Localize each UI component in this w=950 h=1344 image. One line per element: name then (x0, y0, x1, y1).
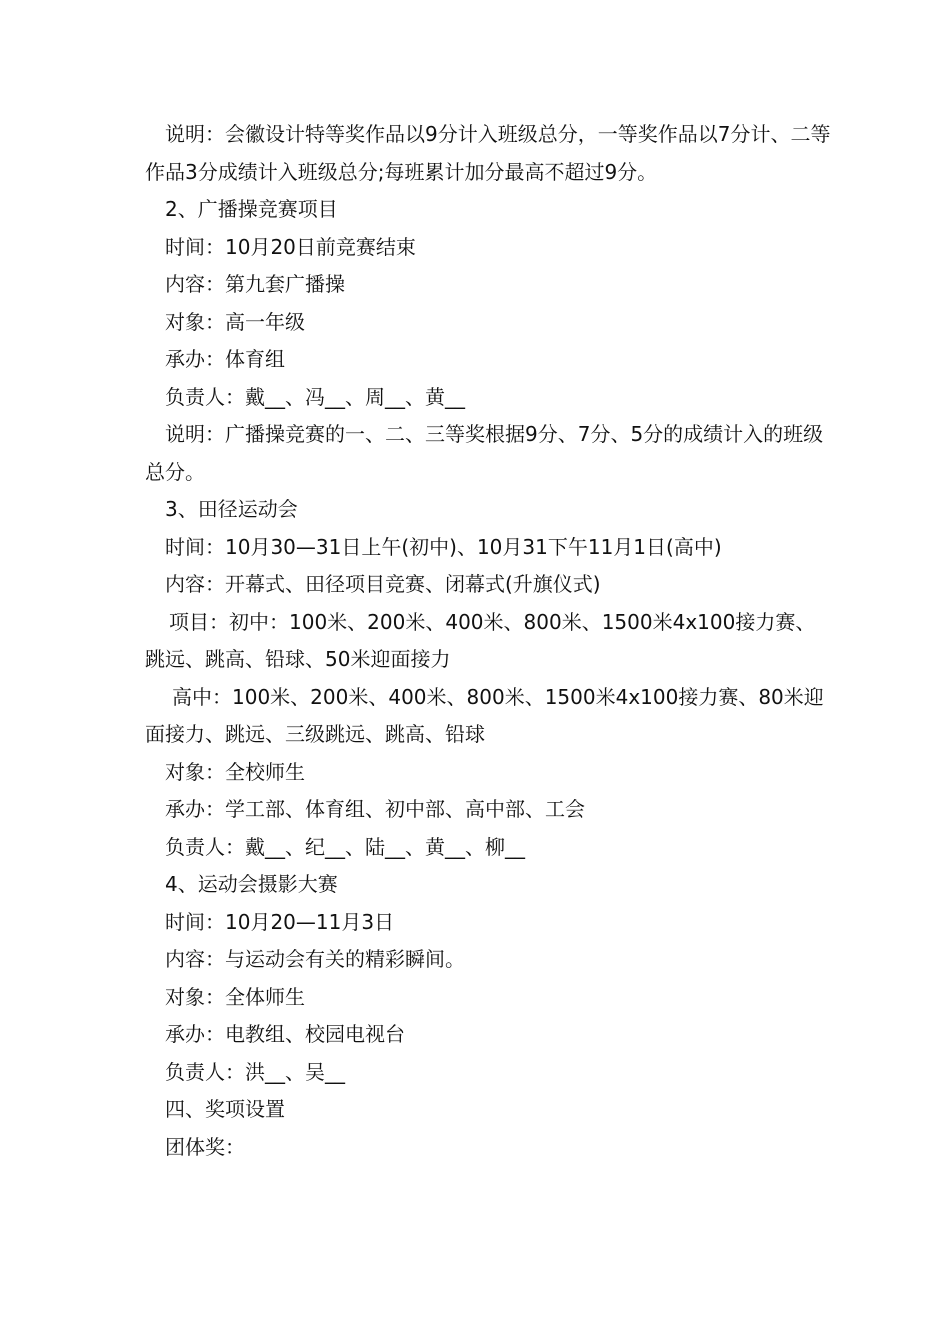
broadcast-scoring-note: 说明：广播操竞赛的一、二、三等奖根据9分、7分、5分的成绩计入的班级总分。 (145, 422, 824, 484)
photo-organizer: 承办：电教组、校园电视台 (165, 1022, 405, 1046)
section-heading-broadcast-exercise: 2、广播操竞赛项目 (165, 197, 338, 221)
broadcast-organizer: 承办：体育组 (165, 347, 285, 371)
broadcast-content: 内容：第九套广播操 (165, 272, 345, 296)
section-heading-track-field: 3、田径运动会 (165, 497, 298, 521)
track-leaders: 负责人：戴__、纪__、陆__、黄__、柳__ (165, 834, 525, 859)
broadcast-leaders: 负责人：戴__、冯__、周__、黄__ (165, 384, 465, 409)
emblem-scoring-note: 说明：会徽设计特等奖作品以9分计入班级总分，一等奖作品以7分计、二等作品3分成绩计入班级总分;每班累计加分最高不超过9分。 (145, 122, 831, 184)
track-content: 内容：开幕式、田径项目竞赛、闭幕式(升旗仪式) (165, 572, 601, 596)
section-heading-photo-contest: 4、运动会摄影大赛 (165, 872, 338, 896)
track-events-junior: 项目：初中：100米、200米、400米、800米、1500米4x100接力赛、跳远、跳高、铅球、50米迎面接力 (145, 609, 816, 671)
section-heading-awards: 四、奖项设置 (165, 1097, 285, 1121)
document-body (145, 116, 835, 1166)
photo-time: 时间：10月20—11月3日 (165, 909, 395, 934)
photo-target: 对象：全体师生 (165, 984, 305, 1009)
broadcast-target: 对象：高一年级 (165, 309, 305, 334)
track-events-senior: 高中：100米、200米、400米、800米、1500米4x100接力赛、80米迎面接力、跳远、三级跳远、跳高、铅球 (145, 684, 824, 746)
photo-leaders: 负责人：洪__、吴__ (165, 1059, 345, 1084)
track-target: 对象：全校师生 (165, 759, 305, 784)
track-time: 时间：10月30—31日上午(初中)、10月31下午11月1日(高中) (165, 534, 722, 559)
photo-content: 内容：与运动会有关的精彩瞬间。 (165, 947, 465, 971)
track-organizer: 承办：学工部、体育组、初中部、高中部、工会 (165, 797, 585, 821)
broadcast-time: 时间：10月20日前竞赛结束 (165, 234, 416, 259)
team-award-label: 团体奖： (165, 1134, 245, 1159)
